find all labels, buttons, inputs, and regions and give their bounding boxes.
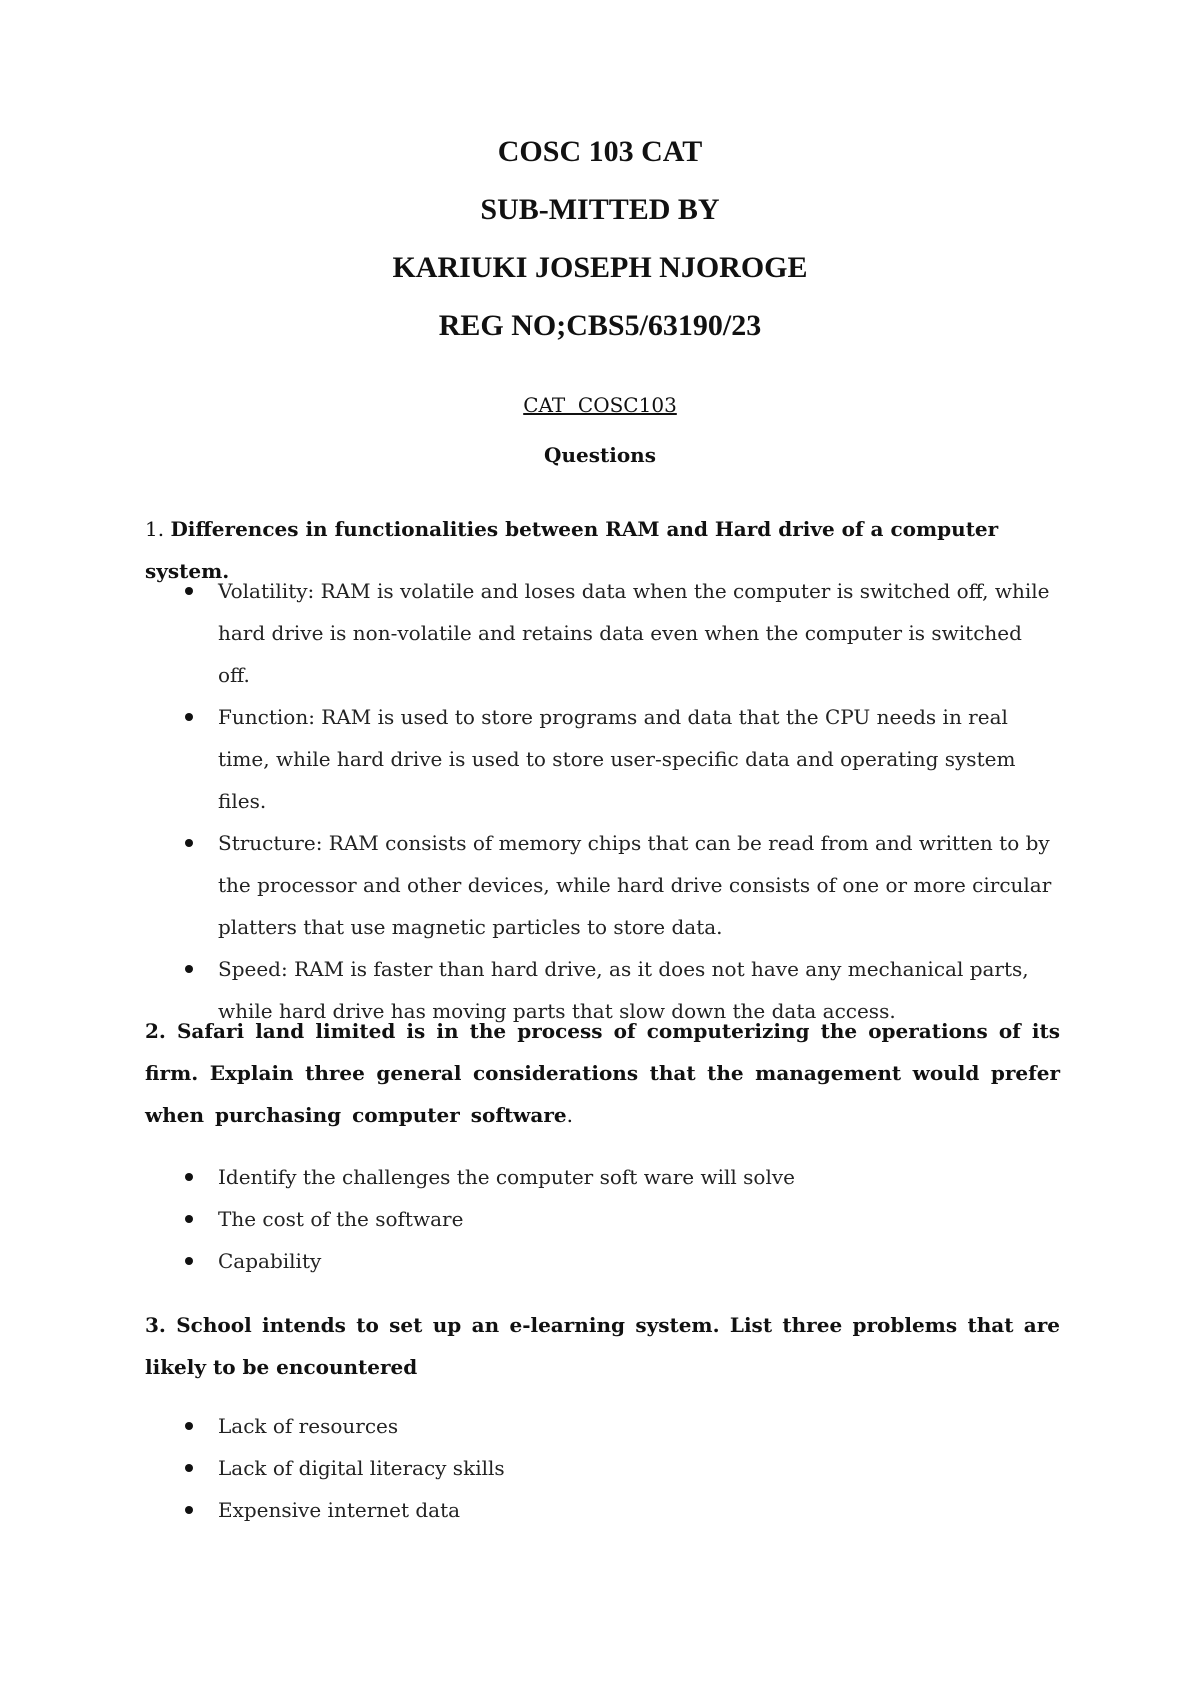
question-3-answers <box>0 1405 1058 1531</box>
answer-text: Identify the challenges the computer soft ware will solve <box>218 1165 795 1189</box>
list-item <box>0 822 1058 948</box>
list-item <box>0 1447 1058 1489</box>
list-item <box>0 696 1058 822</box>
question-2-text: 2. Safari land limited is in the process of computerizing the operations of its firm. Explain three general considerations that the management would prefer when purchasing computer software <box>145 1019 1060 1127</box>
submitted-by: SUB-MITTED BY <box>480 193 720 226</box>
answer-text: Capability <box>218 1249 322 1273</box>
bullet-icon <box>185 1422 193 1430</box>
list-item <box>0 1489 1058 1531</box>
list-item <box>0 1240 1058 1282</box>
question-1-text: Differences in functionalities between RAM and Hard drive of a computer system. <box>145 517 999 583</box>
list-item <box>0 1405 1058 1447</box>
bullet-icon <box>185 839 193 847</box>
question-2-period: . <box>566 1103 573 1127</box>
bullet-icon <box>185 713 193 721</box>
question-3-text: 3. School intends to set up an e-learning system. List three problems that are likely to be encountered <box>145 1313 1060 1379</box>
question-1-answers <box>0 570 1058 1032</box>
student-name: KARIUKI JOSEPH NJOROGE <box>392 251 808 284</box>
question-2 <box>145 1010 1060 1136</box>
cat-subtitle: CAT COSC103 <box>523 393 677 417</box>
bullet-icon <box>185 587 193 595</box>
answer-text: Lack of digital literacy skills <box>218 1456 505 1480</box>
list-item <box>0 1198 1058 1240</box>
answer-text: Expensive internet data <box>218 1498 461 1522</box>
question-2-answers <box>0 1156 1058 1282</box>
answer-text: Lack of resources <box>218 1414 399 1438</box>
answer-text: Structure: RAM consists of memory chips that can be read from and written to by the processor and other devices, while hard drive consists of one or more circular platters that use magnetic particles to store data. <box>218 831 1052 939</box>
questions-heading: Questions <box>544 443 656 467</box>
course-title: COSC 103 CAT <box>497 135 703 168</box>
bullet-icon <box>185 965 193 973</box>
bullet-icon <box>185 1464 193 1472</box>
question-3 <box>145 1304 1060 1388</box>
list-item <box>0 1156 1058 1198</box>
bullet-icon <box>185 1257 193 1265</box>
bullet-icon <box>185 1173 193 1181</box>
answer-text: Function: RAM is used to store programs and data that the CPU needs in real time, while hard drive is used to store user-specific data and operating system files. <box>218 705 1016 813</box>
bullet-icon <box>185 1215 193 1223</box>
list-item <box>0 570 1058 696</box>
answer-text: Volatility: RAM is volatile and loses data when the computer is switched off, while hard drive is non-volatile and retains data even when the computer is switched off. <box>218 579 1050 687</box>
answer-text: The cost of the software <box>218 1207 464 1231</box>
bullet-icon <box>185 1506 193 1514</box>
registration-number: REG NO;CBS5/63190/23 <box>438 309 762 342</box>
answer-text: Speed: RAM is faster than hard drive, as it does not have any mechanical parts, while hard drive has moving parts that slow down the data access. <box>218 957 1029 1023</box>
question-1-number: 1. <box>145 517 165 541</box>
